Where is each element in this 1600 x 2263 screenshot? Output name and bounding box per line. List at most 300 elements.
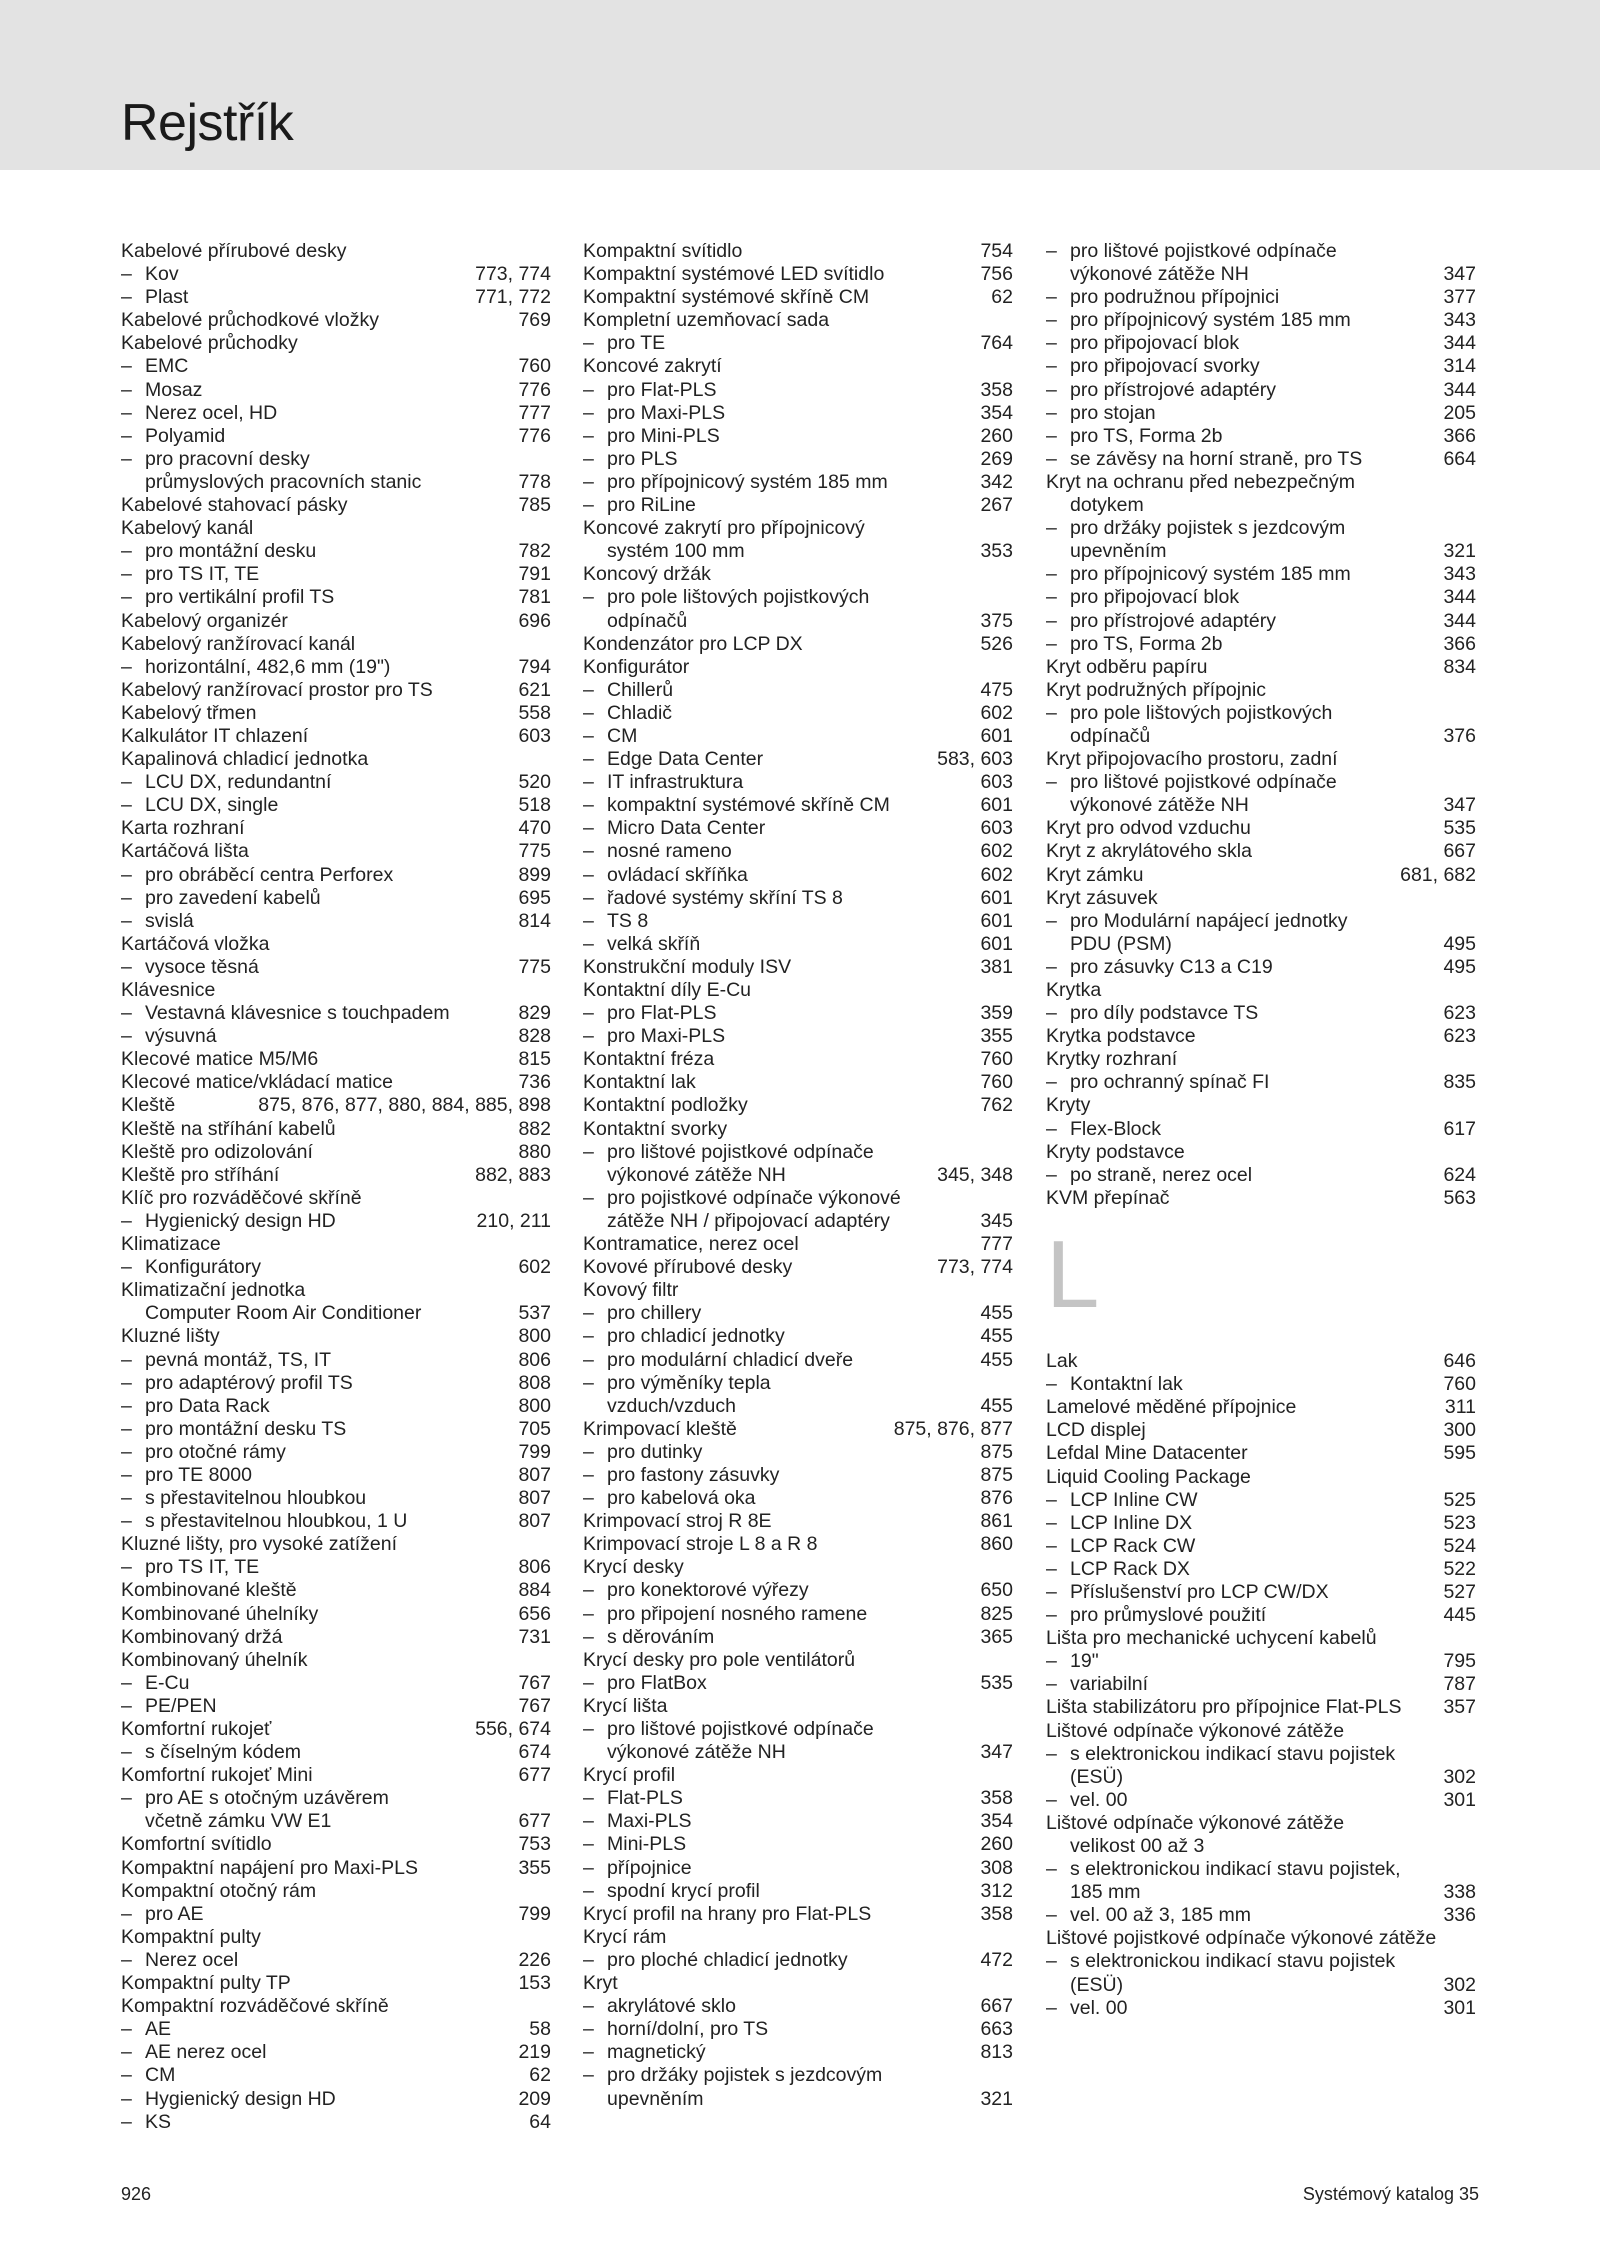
entry-term: – pro Maxi-PLS [583,401,726,424]
entry-term: Kluzné lišty [121,1325,220,1348]
entry-page-ref: 603 [518,724,551,747]
index-entry [121,1325,551,1348]
entry-term: – pro zásuvky C13 a C19 [1046,955,1273,978]
index-entry [1046,471,1476,494]
index-subentry [583,1880,1013,1903]
entry-page-ref: 771, 772 [475,286,551,309]
entry-page-ref: 815 [518,1048,551,1071]
entry-page-ref: 518 [518,794,551,817]
page-number: 926 [121,2184,152,2204]
entry-page-ref: 366 [1443,632,1476,655]
entry-page-ref: 731 [518,1625,551,1648]
entry-term: Krimpovací stroje L 8 a R 8 [583,1533,818,1556]
entry-page-ref: 376 [1443,724,1476,747]
entry-page-ref: 308 [980,1856,1013,1879]
entry-term: Koncové zakrytí [583,355,722,378]
entry-term: výkonové zátěže NH [607,1163,786,1186]
entry-page-ref: 806 [518,1348,551,1371]
index-entry [1046,748,1476,771]
entry-term: – pro připojovací svorky [1046,355,1260,378]
entry-term: Kryt připojovacího prostoru, zadní [1046,748,1338,771]
entry-term: – LCP Inline DX [1046,1511,1193,1534]
entry-term: PDU (PSM) [1070,932,1172,955]
entry-page-ref: 813 [980,2041,1013,2064]
entry-page-ref: 210, 211 [476,1209,551,1232]
index-entry [121,1880,551,1903]
index-subentry [121,1302,551,1325]
index-subentry [583,471,1013,494]
index-entry [121,1764,551,1787]
entry-term: Kabelové průchodky [121,332,298,355]
entry-term: Kabelový organizér [121,609,288,632]
index-subentry [583,402,1013,425]
entry-term: – Mini-PLS [583,1833,687,1856]
index-subentry [583,748,1013,771]
entry-page-ref: 558 [518,701,551,724]
entry-page-ref: 623 [1443,1002,1476,1025]
entry-page-ref: 347 [1443,794,1476,817]
entry-page-ref: 791 [518,563,551,586]
entry-term: – pro připojovací blok [1046,332,1240,355]
entry-term: Kondenzátor pro LCP DX [583,632,803,655]
entry-term: – pro TS, Forma 2b [1046,424,1223,447]
entry-page-ref: 260 [980,1833,1013,1856]
entry-term: – CM [121,2064,176,2087]
index-entry [583,1972,1013,1995]
entry-term: – pro dutinky [583,1440,703,1463]
entry-term: Kryt z akrylátového skla [1046,840,1252,863]
index-entry [121,1141,551,1164]
index-entry [583,263,1013,286]
entry-term: Kombinovaný držá [121,1625,283,1648]
index-subentry [1046,1071,1476,1094]
index-entry [121,1094,551,1117]
entry-page-ref: 345, 348 [937,1163,1013,1186]
index-entry [121,933,551,956]
entry-term: Kleště pro stříhání [121,1163,280,1186]
entry-term: – Plast [121,286,189,309]
index-entry [1046,1927,1476,1950]
index-subentry [583,540,1013,563]
index-subentry [583,887,1013,910]
index-subentry [1046,1997,1476,2020]
index-subentry [1046,1489,1476,1512]
entry-page-ref: 777 [518,401,551,424]
index-subentry [583,1372,1013,1395]
index-entry [121,494,551,517]
entry-page-ref: 344 [1443,586,1476,609]
entry-term: Lištové odpínače výkonové zátěže [1046,1811,1345,1834]
entry-term: dotykem [1070,494,1144,517]
entry-page-ref: 773, 774 [475,263,551,286]
entry-term: Kartáčová lišta [121,840,249,863]
entry-page-ref: 807 [518,1487,551,1510]
entry-term: – pro lištové pojistkové odpínače [583,1718,874,1740]
entry-page-ref: 375 [980,609,1013,632]
entry-term: – pro konektorové výřezy [583,1579,809,1602]
entry-page-ref: 814 [518,909,551,932]
entry-term: – LCU DX, redundantní [121,771,332,794]
entry-page-ref: 525 [1443,1488,1476,1511]
entry-term: Kryt na ochranu před nebezpečným [1046,470,1355,493]
index-entry [1046,1466,1476,1489]
index-subentry [1046,1835,1476,1858]
entry-page-ref: 602 [518,1256,551,1279]
entry-page-ref: 524 [1443,1534,1476,1557]
index-subentry [1046,910,1476,933]
entry-term: – pro zavedení kabelů [121,886,321,909]
index-entry [583,1926,1013,1949]
index-entry [121,1857,551,1880]
index-subentry [583,864,1013,887]
index-subentry [1046,332,1476,355]
entry-term: Krycí profil na hrany pro Flat-PLS [583,1902,872,1925]
index-subentry [121,1418,551,1441]
index-subentry [1046,1950,1476,1973]
entry-term: Lištové pojistkové odpínače výkonové zátěže [1046,1927,1437,1950]
entry-term: Lak [1046,1350,1078,1373]
index-subentry [1046,309,1476,332]
entry-page-ref: 311 [1444,1396,1476,1419]
entry-term: Koncové zakrytí pro přípojnicový [583,517,865,540]
entry-term: Kompaktní pulty [121,1925,261,1948]
entry-page-ref: 705 [518,1417,551,1440]
entry-page-ref: 736 [518,1071,551,1094]
entry-term: systém 100 mm [607,540,745,563]
entry-term: – Micro Data Center [583,817,766,840]
entry-page-ref: 785 [518,494,551,517]
entry-page-ref: 358 [980,378,1013,401]
index-entry [583,309,1013,332]
index-subentry [1046,540,1476,563]
index-entry [1046,1419,1476,1442]
entry-page-ref: 219 [518,2041,551,2064]
entry-term: Krytka podstavce [1046,1025,1196,1048]
entry-page-ref: 260 [980,424,1013,447]
entry-page-ref: 754 [980,240,1013,262]
index-subentry [583,1787,1013,1810]
entry-term: – pro Data Rack [121,1394,270,1417]
index-entry [1046,656,1476,679]
entry-page-ref: 776 [518,378,551,401]
entry-term: – horní/dolní, pro TS [583,2018,769,2041]
entry-term: – s elektronickou indikací stavu pojistek [1046,1950,1396,1973]
index-column-1 [121,240,551,2134]
index-subentry [121,1903,551,1926]
index-subentry [1046,1118,1476,1141]
entry-term: Kryty podstavce [1046,1140,1185,1163]
entry-page-ref: 535 [1443,817,1476,840]
entry-page-ref: 778 [518,470,551,493]
entry-term: – pro přístrojové adaptéry [1046,378,1276,401]
entry-term: – Chillerů [583,678,674,701]
index-subentry [1046,956,1476,979]
index-entry [1046,840,1476,863]
entry-term: – vysoce těsná [121,955,259,978]
index-subentry [583,586,1013,609]
entry-page-ref: 338 [1443,1881,1476,1904]
entry-term: – nosné rameno [583,840,732,863]
entry-page-ref: 344 [1443,609,1476,632]
index-entry [1046,1141,1476,1164]
entry-term: – pevná montáž, TS, IT [121,1348,332,1371]
index-entry [583,1118,1013,1141]
entry-term: – pro fastony zásuvky [583,1463,780,1486]
index-subentry [1046,1881,1476,1904]
entry-term: Kartáčová vložka [121,932,270,955]
entry-page-ref: 875, 876, 877 [893,1417,1013,1440]
index-entry [121,702,551,725]
entry-term: – pro kabelová oka [583,1487,756,1510]
entry-term: – Kov [121,263,179,286]
entry-page-ref: 777 [980,1233,1013,1256]
entry-term: – pro vertikální profil TS [121,586,335,609]
entry-page-ref: 861 [980,1510,1013,1533]
index-subentry [121,586,551,609]
index-subentry [583,1603,1013,1626]
entry-term: – pro ochranný spínač FI [1046,1071,1270,1094]
index-subentry [121,2111,551,2134]
index-entry [121,1926,551,1949]
entry-page-ref: 495 [1443,932,1476,955]
entry-term: Klimatizační jednotka [121,1279,306,1302]
entry-page-ref: 681, 682 [1400,863,1476,886]
entry-page-ref: 321 [980,2087,1013,2110]
index-subentry [121,563,551,586]
index-entry [1046,817,1476,840]
entry-term: Kabelové přírubové desky [121,240,347,262]
entry-page-ref: 472 [980,1948,1013,1971]
entry-term: – pro pole lištových pojistkových [1046,701,1333,724]
entry-term: – výsuvná [121,1025,217,1048]
entry-page-ref: 475 [980,678,1013,701]
entry-term: – vel. 00 [1046,1996,1128,2019]
index-subentry [1046,1581,1476,1604]
entry-term: Kabelový kanál [121,517,254,540]
index-entry [1046,1350,1476,1373]
entry-term: Kabelové průchodkové vložky [121,309,379,332]
entry-page-ref: 357 [1443,1696,1476,1719]
entry-page-ref: 799 [518,1440,551,1463]
index-entry [1046,1696,1476,1719]
entry-term: – pro průmyslové použití [1046,1604,1267,1627]
index-entry [583,1649,1013,1672]
index-subentry [583,1995,1013,2018]
index-subentry [1046,517,1476,540]
entry-term: (ESÜ) [1070,1973,1124,1996]
index-entry [583,1256,1013,1279]
entry-page-ref: 773, 774 [937,1256,1013,1279]
entry-term: Kryty [1046,1094,1091,1117]
index-subentry [583,1395,1013,1418]
index-subentry [121,1395,551,1418]
entry-page-ref: 695 [518,886,551,909]
entry-term: výkonové zátěže NH [607,1741,786,1764]
index-entry [1046,1048,1476,1071]
entry-page-ref: 623 [1443,1025,1476,1048]
index-subentry [583,379,1013,402]
index-subentry [121,1949,551,1972]
entry-page-ref: 621 [518,678,551,701]
entry-page-ref: 523 [1443,1511,1476,1534]
entry-page-ref: 343 [1443,563,1476,586]
index-subentry [1046,1604,1476,1627]
entry-term: – pro PLS [583,447,678,470]
entry-page-ref: 876 [980,1487,1013,1510]
index-entry [1046,864,1476,887]
entry-term: – s elektronickou indikací stavu pojistek [1046,1742,1396,1765]
entry-page-ref: 347 [1443,263,1476,286]
entry-term: – pro ploché chladicí jednotky [583,1948,848,1971]
index-subentry [583,1833,1013,1856]
entry-term: – pro držáky pojistek s jezdcovým [583,2064,883,2087]
entry-page-ref: 776 [518,424,551,447]
entry-term: – s děrováním [583,1625,715,1648]
entry-term: Krycí desky [583,1556,684,1579]
index-subentry [583,910,1013,933]
entry-term: – magnetický [583,2041,706,2064]
entry-page-ref: 767 [518,1694,551,1717]
entry-page-ref: 602 [980,863,1013,886]
entry-term: Kompaktní systémové skříně CM [583,286,870,309]
index-subentry [583,2064,1013,2087]
index-subentry [1046,1789,1476,1812]
entry-term: – s číselným kódem [121,1741,302,1764]
index-subentry [1046,240,1476,263]
entry-page-ref: 62 [529,2064,551,2087]
entry-term: Komfortní svítidlo [121,1833,272,1856]
entry-page-ref: 527 [1443,1580,1476,1603]
entry-term: Lištové odpínače výkonové zátěže [1046,1719,1345,1742]
entry-page-ref: 603 [980,771,1013,794]
entry-term: Kryt [583,1972,618,1995]
entry-term: – CM [583,724,638,747]
entry-page-ref: 760 [980,1071,1013,1094]
index-subentry [583,2088,1013,2111]
index-subentry [121,448,551,471]
index-subentry [583,1302,1013,1325]
entry-term: – pro chladicí jednotky [583,1325,785,1348]
index-subentry [121,771,551,794]
index-entry [1046,1442,1476,1465]
index-entry [583,286,1013,309]
entry-page-ref: 696 [518,609,551,632]
index-subentry [121,1372,551,1395]
index-subentry [583,1672,1013,1695]
entry-term: Kontaktní podložky [583,1094,748,1117]
index-entry [583,1510,1013,1533]
entry-term: – PE/PEN [121,1694,217,1717]
entry-page-ref: 336 [1443,1904,1476,1927]
entry-term: upevněním [1070,540,1167,563]
index-entry [1046,1187,1476,1210]
index-entry [1046,1720,1476,1743]
entry-page-ref: 556, 674 [475,1718,551,1740]
entry-term: – pro díly podstavce TS [1046,1002,1259,1025]
entry-term: – Flat-PLS [583,1787,683,1810]
index-entry [583,633,1013,656]
index-subentry [1046,725,1476,748]
entry-term: – Maxi-PLS [583,1810,692,1833]
entry-page-ref: 764 [980,332,1013,355]
entry-term: odpínačů [1070,724,1151,747]
entry-term: – pro TS IT, TE [121,1556,260,1579]
entry-term: – pro TS, Forma 2b [1046,632,1223,655]
index-entry [583,1556,1013,1579]
entry-page-ref: 602 [980,840,1013,863]
entry-page-ref: 64 [529,2110,551,2133]
index-subentry [1046,1535,1476,1558]
index-subentry [121,2041,551,2064]
entry-page-ref: 526 [980,632,1013,655]
entry-term: Kompaktní pulty TP [121,1972,291,1995]
entry-page-ref: 535 [980,1671,1013,1694]
entry-page-ref: 624 [1443,1163,1476,1186]
entry-term: – pro pracovní desky [121,447,310,470]
index-subentry [1046,1904,1476,1927]
entry-page-ref: 875 [980,1463,1013,1486]
index-subentry [1046,633,1476,656]
entry-page-ref: 663 [980,2018,1013,2041]
entry-term: upevněním [607,2087,704,2110]
entry-page-ref: 769 [518,309,551,332]
index-subentry [121,425,551,448]
entry-term: – pro chillery [583,1302,702,1325]
entry-page-ref: 495 [1443,955,1476,978]
index-subentry [1046,1766,1476,1789]
index-entry [583,563,1013,586]
index-subentry [583,840,1013,863]
entry-page-ref: 205 [1443,401,1476,424]
index-subentry [121,1556,551,1579]
index-subentry [1046,771,1476,794]
entry-page-ref: 794 [518,655,551,678]
entry-page-ref: 677 [518,1764,551,1787]
entry-term: Kryt odběru papíru [1046,655,1208,678]
entry-term: Karta rozhraní [121,817,245,840]
entry-page-ref: 825 [980,1602,1013,1625]
entry-term: Kleště [121,1094,176,1117]
entry-term: Kompaktní napájení pro Maxi-PLS [121,1856,418,1879]
entry-term: Konstrukční moduly ISV [583,955,792,978]
index-subentry [121,656,551,679]
entry-page-ref: 153 [518,1972,551,1995]
entry-term: – Příslušenství pro LCP CW/DX [1046,1580,1329,1603]
entry-term: – IT infrastruktura [583,771,744,794]
entry-page-ref: 342 [980,470,1013,493]
entry-term: Liquid Cooling Package [1046,1465,1251,1488]
index-subentry [121,1787,551,1810]
entry-page-ref: 445 [1443,1604,1476,1627]
entry-page-ref: 595 [1443,1442,1476,1465]
entry-page-ref: 775 [518,955,551,978]
index-entry [1046,1396,1476,1419]
index-subentry [583,1325,1013,1348]
entry-term: Kontaktní díly E-Cu [583,979,751,1001]
entry-term: Kalkulátor IT chlazení [121,724,309,747]
entry-term: Kryt zásuvek [1046,886,1158,909]
entry-term: Klecové matice M5/M6 [121,1048,319,1071]
index-subentry [121,2018,551,2041]
index-entry [121,1718,551,1741]
entry-term: – KS [121,2110,172,2133]
index-subentry [1046,379,1476,402]
entry-page-ref: 301 [1443,1788,1476,1811]
index-subentry [583,702,1013,725]
index-subentry [1046,586,1476,609]
index-entry [583,1048,1013,1071]
index-subentry [583,425,1013,448]
